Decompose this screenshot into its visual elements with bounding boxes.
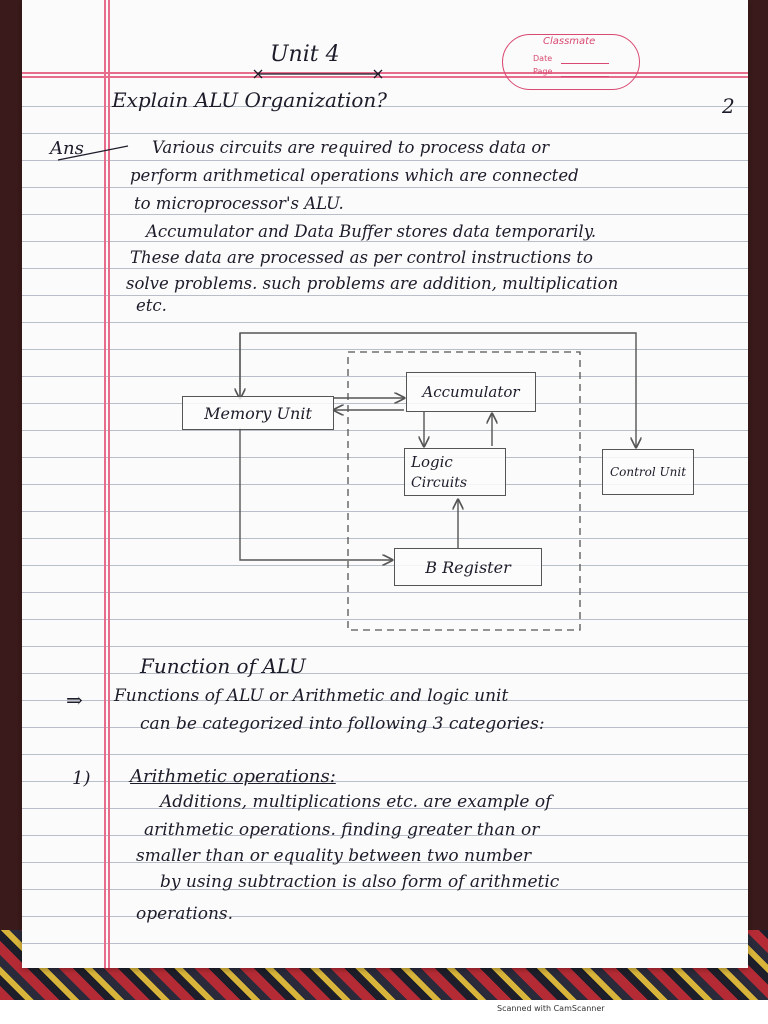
b-register-label: B Register	[425, 557, 511, 577]
accumulator-box	[406, 372, 536, 412]
paragraph-line: etc.	[136, 296, 167, 315]
memory-unit-box	[182, 396, 334, 430]
logic-circuits-box	[404, 448, 506, 496]
arrow-marker: ⇒	[66, 688, 83, 712]
control-unit-label: Control Unit	[609, 465, 687, 479]
connector-line	[240, 428, 392, 560]
circuits-label: Circuits	[411, 475, 468, 491]
answer-label: Ans	[50, 138, 84, 159]
paragraph-line: Accumulator and Data Buffer stores data temporarily.	[146, 222, 597, 241]
section-intro-line: can be categorized into following 3 categories:	[140, 714, 545, 734]
item-number: 1)	[72, 768, 91, 789]
scanner-footer	[0, 1000, 768, 1024]
paragraph-line: Various circuits are required to process data or	[152, 138, 550, 157]
item-body-line: operations.	[136, 904, 234, 924]
paragraph-line: perform arithmetical operations which are connected	[130, 166, 579, 185]
date-label: Date	[533, 54, 553, 63]
item-title: Arithmetic operations:	[130, 766, 336, 787]
scanner-watermark: Scanned with CamScanner	[497, 1004, 605, 1013]
paragraph-line: These data are processed as per control instructions to	[130, 248, 593, 267]
page-number: 2	[722, 94, 735, 118]
b-register-box	[394, 548, 542, 586]
page-label: Page	[533, 67, 553, 76]
paragraph-line: solve problems. such problems are addition, multiplication	[126, 274, 619, 293]
accumulator-label: Accumulator	[422, 383, 520, 401]
brand-name: Classmate	[543, 36, 596, 47]
control-unit-box	[602, 449, 694, 495]
item-body-line: smaller than or equality between two number	[136, 846, 532, 866]
section-intro-line: Functions of ALU or Arithmetic and logic unit	[114, 686, 509, 706]
item-body-line: Additions, multiplications etc. are example of	[160, 792, 552, 812]
memory-unit-label: Memory Unit	[204, 403, 312, 423]
logic-label: Logic	[411, 453, 453, 471]
page-title: Unit 4	[270, 42, 340, 67]
item-body-line: by using subtraction is also form of arithmetic	[160, 872, 560, 892]
paragraph-line: to microprocessor's ALU.	[134, 194, 344, 213]
item-body-line: arithmetic operations. finding greater than or	[144, 820, 540, 840]
section-heading: Function of ALU	[140, 654, 306, 678]
question-heading: Explain ALU Organization?	[112, 88, 387, 112]
